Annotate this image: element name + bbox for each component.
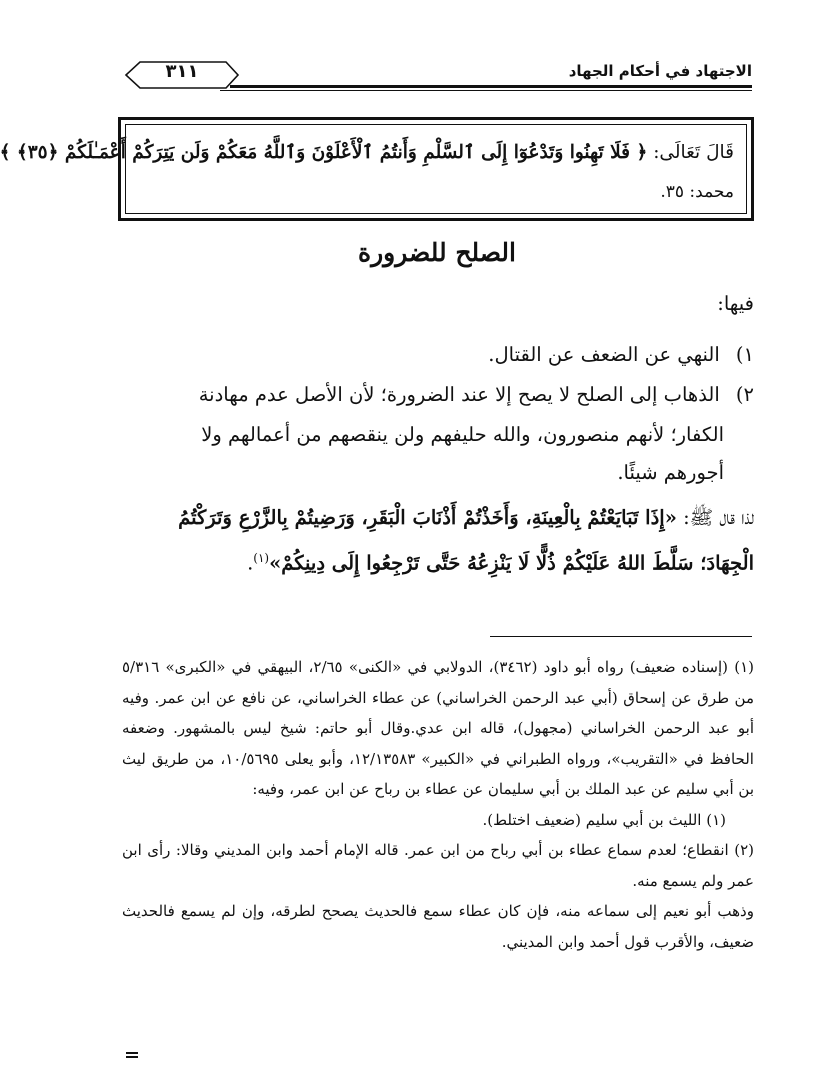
section-title: الصلح للضرورة <box>358 238 516 267</box>
footnote-separator <box>490 636 752 637</box>
verse-reference: محمد: ٣٥. <box>660 182 734 202</box>
footnote-1: (١) (إسناده ضعيف) رواه أبو داود (٣٤٦٢)، الدولابي في «الكنى» ٢/٦٥، البيهقي في «الكبرى» ٥/٣١٦ من طرق عن إسحاق (أبي عبد الرحمن الخراساني) عن عطاء الخراساني، عن نافع عن ابن عمر. وفيه أبو عبد الرحمن الخراساني (مجهول)، قاله ابن عدي.وقال أبو حاتم: شيخ ليس بالمشهور. وضعفه الحافظ في «التقريب»، ورواه الطبراني في «الكبير» ١٢/١٣٥٨٣، وأبو يعلى ١٠/٥٦٩٥، من طريق ليث بن أبي سليم عن عبد الملك بن أبي سليمان عن عطاء بن رباح عن ابن عمر، وفيه: <box>122 658 754 798</box>
footnote-sub-1: (١) الليث بن أبي سليم (ضعيف اختلط). <box>482 810 726 829</box>
verse-line <box>0 133 734 173</box>
hadith-end: . <box>247 551 254 575</box>
verse-box-inner <box>0 124 747 214</box>
running-header <box>122 58 752 98</box>
point-2-line-1: الذهاب إلى الصلح لا يصح إلا عند الضرورة؛ لأن الأصل عدم مهادنة <box>198 383 720 406</box>
header-title: الاجتهاد في أحكام الجهاد <box>568 62 752 80</box>
main-text <box>122 290 754 603</box>
footnote-sub-2: (٢) انقطاع؛ لعدم سماع عطاء بن أبي رباح من ابن عمر. قاله الإمام أحمد وابن المديني وقالا: رأى ابن عمر ولم يسمع منه. <box>122 841 754 890</box>
footnotes <box>122 652 754 957</box>
point-2-number: ٢) <box>735 383 754 406</box>
footnote-marker[interactable]: (١) <box>253 551 270 565</box>
footnote-conclusion: وذهب أبو نعيم إلى سماعه منه، فإن كان عطاء سمع فالحديث يصحح لطرقه، وإن لم يسمع فالحديث ضعيف، والأقرب قول أحمد وابن المديني. <box>122 902 754 951</box>
quran-verse: ﴿ فَلَا تَهِنُوا وَتَدْعُوٓا إِلَى ٱلسَّلْمِ وَأَنتُمُ ٱلْأَعْلَوْنَ وَٱللَّهُ مَعَكُمْ وَلَن يَتِرَكُمْ أَعْمَـٰلَكُمْ ﴿٣٥﴾ ﴾ <box>0 142 648 163</box>
hadith-intro: لذا قال ﷺ: <box>683 506 754 529</box>
point-1-text: النهي عن الضعف عن القتال. <box>488 343 720 366</box>
point-2 <box>122 376 754 414</box>
point-2-line-3: أجورهم شيئًا. <box>617 461 724 484</box>
intro-label: فيها: <box>717 292 754 315</box>
header-rule-thin <box>220 90 752 91</box>
hadith-text: «إِذَا تَبَايَعْتُمْ بِالْعِينَةِ، وَأَخَذْتُمْ أَذْنَابَ الْبَقَرِ، وَرَضِيتُمْ بِالزَّرْعِ وَتَرَكْتُمُ الْجِهَادَ؛ سَلَّطَ اللهُ عَلَيْكُمْ ذُلًّا لَا يَنْزِعُهُ حَتَّى تَرْجِعُوا إِلَى دِينِكُمْ» <box>178 506 754 575</box>
header-rule <box>230 85 752 88</box>
verse-box <box>0 117 754 221</box>
point-2-line-2: الكفار؛ لأنهم منصورون، والله حليفهم ولن ينقصهم من أعمالهم ولا <box>201 423 724 446</box>
verse-intro: قَالَ تَعَالَى: <box>653 142 734 163</box>
bottom-mark <box>126 1052 138 1054</box>
point-1-number: ١) <box>735 343 754 366</box>
point-1 <box>122 336 754 374</box>
hadith-paragraph <box>122 498 754 584</box>
page-number: ٣١١ <box>165 61 199 82</box>
